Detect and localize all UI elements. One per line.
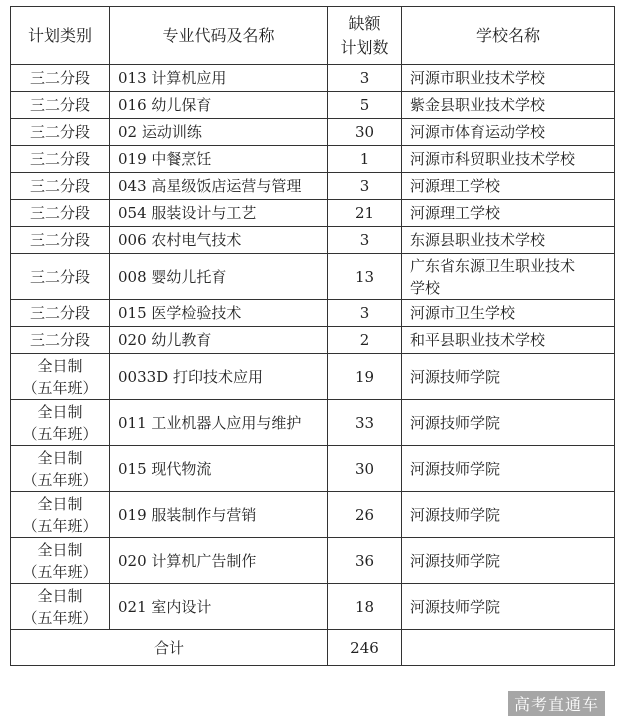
row-school: [402, 254, 615, 300]
row-major: 006 农村电气技术: [110, 227, 328, 254]
row-school: [402, 119, 615, 146]
row-category: [11, 119, 110, 146]
header-major: 专业代码及名称: [110, 7, 328, 65]
row-category: [11, 492, 110, 538]
table-row: [11, 200, 615, 227]
row-major: 016 幼儿保育: [110, 92, 328, 119]
row-school-line: 东源县职业技术学校: [410, 231, 546, 249]
row-category: [11, 327, 110, 354]
row-school-line: 河源技师学院: [410, 505, 501, 524]
row-major: 02 运动训练: [110, 119, 328, 146]
row-school: [402, 146, 615, 173]
row-count: 1: [328, 146, 402, 173]
table-row: [11, 65, 615, 92]
row-category-line: 三二分段: [29, 304, 90, 322]
header-count-line1: 缺额: [348, 13, 381, 33]
table-row: [11, 492, 615, 538]
table-row: [11, 300, 615, 327]
header-row: [11, 7, 615, 65]
row-school-line: 紫金县职业技术学校: [410, 96, 546, 114]
row-school-line: 广东省东源卫生职业技术: [410, 256, 576, 275]
row-school-line: 河源市卫生学校: [410, 304, 516, 322]
row-category: [11, 173, 110, 200]
row-count: 33: [328, 400, 402, 446]
total-blank: [402, 630, 615, 666]
row-major: 013 计算机应用: [110, 65, 328, 92]
row-major: 011 工业机器人应用与维护: [110, 400, 328, 446]
row-major: 019 服装制作与营销: [110, 492, 328, 538]
table-row: [11, 400, 615, 446]
row-category: [11, 146, 110, 173]
row-category: [11, 446, 110, 492]
row-count: 3: [328, 227, 402, 254]
row-count: 13: [328, 254, 402, 300]
row-category-line: 全日制: [37, 448, 83, 467]
row-category-line: （五年班）: [22, 562, 98, 581]
row-school: [402, 92, 615, 119]
header-count-line2: 计划数: [340, 37, 389, 57]
row-school: [402, 200, 615, 227]
row-category-line: （五年班）: [22, 378, 98, 397]
row-school: [402, 354, 615, 400]
row-school: [402, 400, 615, 446]
row-category: [11, 584, 110, 630]
row-count: 36: [328, 538, 402, 584]
row-category-line: （五年班）: [22, 608, 98, 627]
row-category: [11, 254, 110, 300]
row-school-line: 河源技师学院: [410, 413, 501, 432]
row-school-line: 河源理工学校: [410, 204, 501, 222]
table-row: [11, 354, 615, 400]
row-category-line: 三二分段: [29, 331, 90, 349]
row-category-line: 全日制: [37, 586, 83, 605]
table-row: [11, 584, 615, 630]
watermark: 高考直通车: [508, 691, 605, 716]
row-category-line: 全日制: [37, 494, 83, 513]
table-row: [11, 173, 615, 200]
row-category-line: 三二分段: [29, 267, 90, 286]
row-category: [11, 65, 110, 92]
row-major: 015 医学检验技术: [110, 300, 328, 327]
row-count: 30: [328, 119, 402, 146]
row-category: [11, 227, 110, 254]
total-row: [11, 630, 615, 666]
row-category-line: 三二分段: [29, 150, 90, 168]
row-school-line: 河源市科贸职业技术学校: [410, 150, 576, 168]
table-row: [11, 254, 615, 300]
row-major: 019 中餐烹饪: [110, 146, 328, 173]
table-row: [11, 119, 615, 146]
row-school-line: 河源技师学院: [410, 459, 501, 478]
row-school-line: 和平县职业技术学校: [410, 331, 546, 349]
row-school: [402, 300, 615, 327]
row-count: 19: [328, 354, 402, 400]
row-count: 3: [328, 173, 402, 200]
row-school: [402, 65, 615, 92]
row-major: 020 计算机广告制作: [110, 538, 328, 584]
plan-table: [10, 6, 615, 666]
row-category: [11, 92, 110, 119]
row-school: [402, 327, 615, 354]
row-major: 020 幼儿教育: [110, 327, 328, 354]
row-category-line: （五年班）: [22, 470, 98, 489]
row-school: [402, 492, 615, 538]
table-row: [11, 146, 615, 173]
row-count: 21: [328, 200, 402, 227]
row-count: 30: [328, 446, 402, 492]
row-category-line: 三二分段: [29, 69, 90, 87]
total-label: 合计: [11, 630, 328, 666]
row-category-line: 三二分段: [29, 204, 90, 222]
row-school: [402, 584, 615, 630]
row-category: [11, 400, 110, 446]
row-major: 008 婴幼儿托育: [110, 254, 328, 300]
table-row: [11, 538, 615, 584]
header-count: [328, 7, 402, 65]
table-row: [11, 327, 615, 354]
table-row: [11, 446, 615, 492]
table-row: [11, 227, 615, 254]
row-school-line: 河源技师学院: [410, 597, 501, 616]
row-major: 0033D 打印技术应用: [110, 354, 328, 400]
table-body: [11, 65, 615, 630]
row-category: [11, 538, 110, 584]
row-major: 043 高星级饭店运营与管理: [110, 173, 328, 200]
row-count: 2: [328, 327, 402, 354]
row-category: [11, 354, 110, 400]
row-school: [402, 538, 615, 584]
row-category-line: 三二分段: [29, 177, 90, 195]
row-count: 26: [328, 492, 402, 538]
total-value: 246: [328, 630, 402, 666]
row-school-line: 河源技师学院: [410, 367, 501, 386]
row-category-line: 全日制: [37, 402, 83, 421]
row-category-line: （五年班）: [22, 424, 98, 443]
row-school-line: 河源技师学院: [410, 551, 501, 570]
row-category-line: 三二分段: [29, 96, 90, 114]
row-school: [402, 446, 615, 492]
row-count: 5: [328, 92, 402, 119]
row-category-line: 三二分段: [29, 231, 90, 249]
row-category: [11, 300, 110, 327]
row-count: 3: [328, 300, 402, 327]
header-category: 计划类别: [11, 7, 110, 65]
row-school-line: 河源市职业技术学校: [410, 69, 546, 87]
row-category-line: 三二分段: [29, 123, 90, 141]
row-school-line: 河源市体育运动学校: [410, 123, 546, 141]
row-major: 021 室内设计: [110, 584, 328, 630]
header-school: 学校名称: [402, 7, 615, 65]
row-count: 18: [328, 584, 402, 630]
row-category-line: （五年班）: [22, 516, 98, 535]
row-school: [402, 173, 615, 200]
row-category-line: 全日制: [37, 540, 83, 559]
row-school-line: 河源理工学校: [410, 177, 501, 195]
row-major: 015 现代物流: [110, 446, 328, 492]
row-category: [11, 200, 110, 227]
row-count: 3: [328, 65, 402, 92]
row-school: [402, 227, 615, 254]
row-major: 054 服装设计与工艺: [110, 200, 328, 227]
row-school-line: 学校: [410, 278, 441, 297]
table-row: [11, 92, 615, 119]
row-category-line: 全日制: [37, 356, 83, 375]
